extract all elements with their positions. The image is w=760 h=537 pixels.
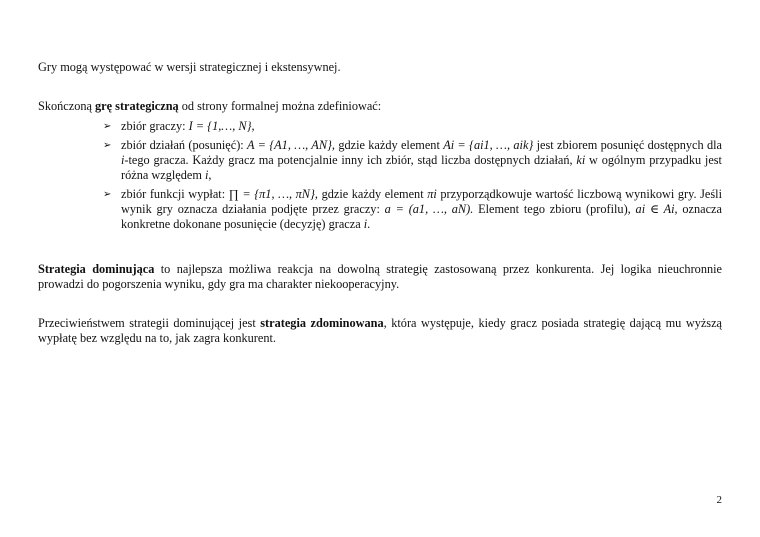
definition-lead-bold: grę strategiczną [95, 99, 179, 113]
actions-italic-i2: i [205, 168, 209, 182]
dominant-strategy-paragraph [38, 262, 722, 292]
payoffs-text-b: przyporządkowuje wartość liczbową wynikowi gry. Jeśli wynik gry oznacza działania podjęte przez graczy: [121, 187, 722, 216]
actions-italic-ki: ki [576, 153, 586, 167]
actions-formula-b: Ai = {ai1, …, aik} [443, 138, 534, 152]
actions-text-d: w ogólnym przypadku jest różna względem [121, 153, 722, 182]
payoffs-text-a: gdzie każdy element [318, 187, 428, 201]
list-item-players [103, 119, 722, 134]
payoffs-text-c: Element tego zbioru (profilu), [473, 202, 636, 216]
definition-lead-prefix: Skończoną [38, 99, 96, 113]
actions-text-a: gdzie każdy element [335, 138, 444, 152]
payoffs-text-d: oznacza konkretne dokonane posunięcie (decyzję) gracza [121, 202, 722, 231]
payoffs-text-e: . [367, 217, 371, 231]
payoffs-formula-c: ai ∈ Ai, [635, 202, 678, 216]
arrow-bullet-icon: ➢ [103, 121, 112, 132]
dominated-strategy-prefix: Przeciwieństwem strategii dominującej jest [38, 316, 261, 330]
page-number: 2 [716, 494, 722, 506]
payoffs-formula: ∏ = {π1, …, πN}, [228, 187, 319, 201]
payoffs-italic-pi: πi [427, 187, 437, 201]
payoffs-label: zbiór funkcji wypłat: [121, 187, 229, 201]
definition-list [103, 119, 722, 236]
actions-formula: A = {A1, …, AN}, [247, 138, 336, 152]
intro-text: Gry mogą występować w wersji strategicznej i ekstensywnej. [38, 60, 341, 74]
actions-italic-i: i [121, 153, 125, 167]
dominant-strategy-text: to najlepsza możliwa reakcja na dowolną strategię zastosowaną przez konkurenta. Jej logika nieuchronnie prowadzi do pogorszenia wyniku, gdy gra ma charakter niekooperacyjny. [38, 262, 722, 291]
dominated-strategy-suffix: , która występuje, kiedy gracz posiada strategię dającą mu wyższą wypłatę bez względu na to, jak zagra konkurent. [38, 316, 723, 345]
payoffs-italic-i: i [363, 217, 368, 231]
players-label: zbiór graczy: [121, 119, 189, 133]
actions-label: zbiór działań (posunięć): [121, 138, 248, 152]
intro-paragraph [38, 60, 722, 75]
arrow-bullet-icon: ➢ [103, 189, 112, 200]
players-formula: I = {1,…, N}, [188, 119, 255, 133]
actions-text-e: , [208, 168, 212, 182]
dominated-strategy-term: strategia zdominowana [260, 316, 384, 330]
dominant-strategy-term: Strategia dominująca [38, 262, 155, 276]
definition-lead-suffix: od strony formalnej można zdefiniować: [178, 99, 382, 113]
actions-text-c: -tego gracza. Każdy gracz ma potencjalnie inny ich zbiór, stąd liczba dostępnych działań, [124, 153, 577, 167]
definition-lead [38, 99, 722, 114]
list-item-actions [103, 138, 722, 183]
payoffs-formula-b: a = (a1, …, aN). [384, 202, 474, 216]
list-item-payoffs [103, 187, 722, 232]
dominated-strategy-paragraph [38, 316, 722, 346]
actions-text-b: jest zbiorem posunięć dostępnych dla [533, 138, 722, 152]
arrow-bullet-icon: ➢ [103, 140, 112, 151]
